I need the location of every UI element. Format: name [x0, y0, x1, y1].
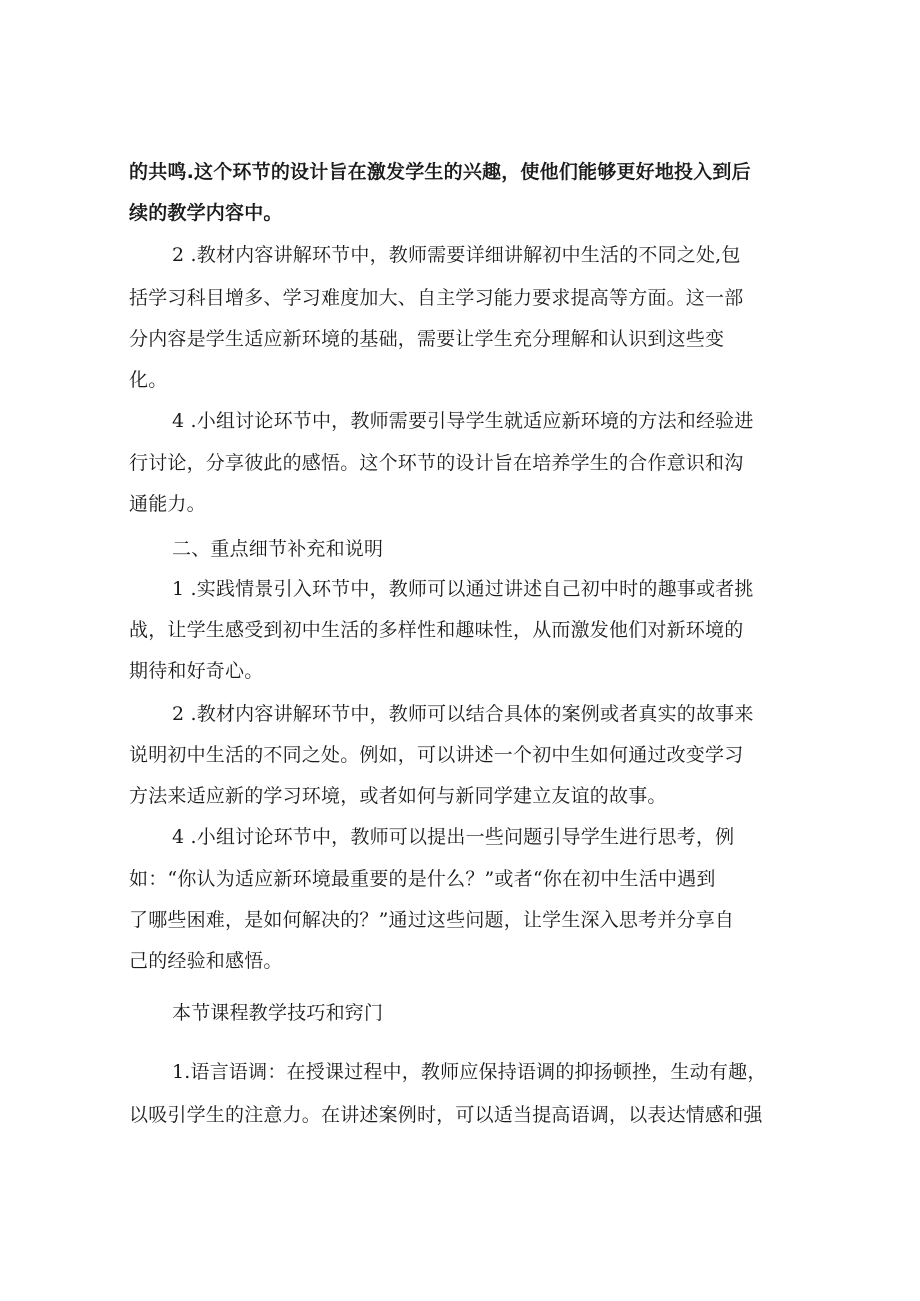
s2-p1-line-3: 期待和好奇心。 — [129, 660, 264, 682]
s2-p4-line-1: 4 .小组讨论环节中，教师可以提出一些问题引导学生进行思考，例 — [172, 826, 735, 848]
section-2-heading: 二、重点细节补充和说明 — [172, 538, 384, 560]
s3-p1-line-1: 1.语言语调：在授课过程中，教师应保持语调的抑扬顿挫，生动有趣， — [172, 1061, 767, 1083]
s2-p4-line-3: 了哪些困难，是如何解决的？”通过这些问题，让学生深入思考并分享自 — [129, 909, 735, 931]
s2-p1-line-1: 1 .实践情景引入环节中，教师可以通过讲述自己初中时的趣事或者挑 — [172, 578, 754, 600]
s3-p1-line-2: 以吸引学生的注意力。在讲述案例时，可以适当提高语调，以表达情感和强 — [129, 1104, 763, 1126]
s1-p2-line-4: 化。 — [129, 369, 168, 391]
s1-p4-line-2: 行讨论，分享彼此的感悟。这个环节的设计旨在培养学生的合作意识和沟 — [129, 452, 744, 474]
s2-p2-line-1: 2 .教材内容讲解环节中，教师可以结合具体的案例或者真实的故事来 — [172, 703, 754, 725]
s2-p2-line-3: 方法来适应新的学习环境，或者如何与新同学建立友谊的故事。 — [129, 785, 667, 807]
intro-line-2: 续的教学内容中。 — [129, 202, 283, 224]
section-3-heading: 本节课程教学技巧和窍门 — [172, 1002, 384, 1024]
s1-p2-line-3: 分内容是学生适应新环境的基础，需要让学生充分理解和认识到这些变 — [129, 328, 725, 350]
s1-p2-line-1: 2 .教材内容讲解环节中，教师需要详细讲解初中生活的不同之处,包 — [172, 244, 741, 266]
s2-p2-line-2: 说明初中生活的不同之处。例如，可以讲述一个初中生如何通过改变学习 — [129, 744, 744, 766]
s1-p2-line-2: 括学习科目增多、学习难度加大、自主学习能力要求提高等方面。这一部 — [129, 287, 744, 309]
s1-p4-line-3: 通能力。 — [129, 493, 206, 515]
intro-line-1: 的共鸣.这个环节的设计旨在激发学生的兴趣，使他们能够更好地投入到后 — [129, 161, 751, 183]
s2-p4-line-4: 己的经验和感悟。 — [129, 950, 283, 972]
s1-p4-line-1: 4 .小组讨论环节中，教师需要引导学生就适应新环境的方法和经验进 — [172, 410, 754, 432]
s2-p4-line-2: 如：“你认为适应新环境最重要的是什么？”或者“你在初中生活中遇到 — [129, 868, 716, 890]
s2-p1-line-2: 战，让学生感受到初中生活的多样性和趣味性，从而激发他们对新环境的 — [129, 619, 744, 641]
